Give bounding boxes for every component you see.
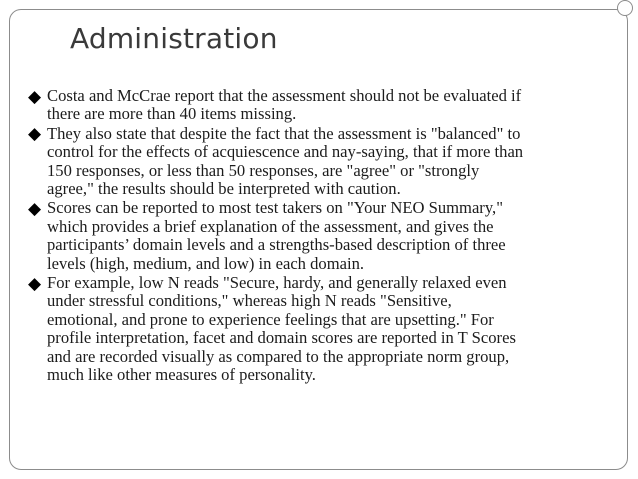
bullet-text-line: Scores can be reported to most test takers on "Your NEO Summary," bbox=[47, 198, 503, 218]
bullet-text-line: agree," the results should be interpreted with caution. bbox=[47, 179, 401, 199]
bullet-item bbox=[28, 274, 618, 384]
bullet-text-line: under stressful conditions," whereas high N reads "Sensitive, bbox=[47, 291, 452, 311]
bullet-text-line: much like other measures of personality. bbox=[47, 365, 316, 385]
bullet-text-line: and are recorded visually as compared to the appropriate norm group, bbox=[47, 346, 510, 366]
diamond-bullet-icon: ◆ bbox=[28, 124, 42, 144]
bullet-text-line: 150 responses, or less than 50 responses, are "agree" or "strongly bbox=[47, 160, 480, 180]
diamond-bullet-icon: ◆ bbox=[28, 86, 42, 106]
bullet-text-line: there are more than 40 items missing. bbox=[47, 104, 297, 124]
diamond-bullet-icon: ◆ bbox=[28, 273, 42, 293]
bullet-text-line: emotional, and prone to experience feelings that are upsetting." For bbox=[47, 309, 494, 329]
bullet-item bbox=[28, 125, 618, 199]
corner-circle-ornament bbox=[617, 0, 633, 16]
bullet-item bbox=[28, 87, 618, 124]
bullet-text-line: participants’ domain levels and a strengths-based description of three bbox=[47, 235, 506, 255]
bullet-text-line: For example, low N reads "Secure, hardy, and generally relaxed even bbox=[47, 273, 507, 293]
bullet-text-line: Costa and McCrae report that the assessment should not be evaluated if bbox=[47, 86, 522, 105]
diamond-bullet-icon: ◆ bbox=[28, 198, 42, 218]
bullet-text-line: control for the effects of acquiescence and nay-saying, that if more than bbox=[47, 142, 524, 162]
bullet-text-line: which provides a brief explanation of the assessment, and gives the bbox=[47, 216, 494, 236]
bullet-list bbox=[28, 87, 618, 386]
slide-title: Administration bbox=[70, 22, 278, 55]
bullet-text-line: profile interpretation, facet and domain scores are reported in T Scores bbox=[47, 328, 516, 348]
bullet-text-line: They also state that despite the fact that the assessment is "balanced" to bbox=[47, 123, 521, 143]
bullet-text-line: levels (high, medium, and low) in each domain. bbox=[47, 253, 365, 273]
bullet-item bbox=[28, 199, 618, 273]
